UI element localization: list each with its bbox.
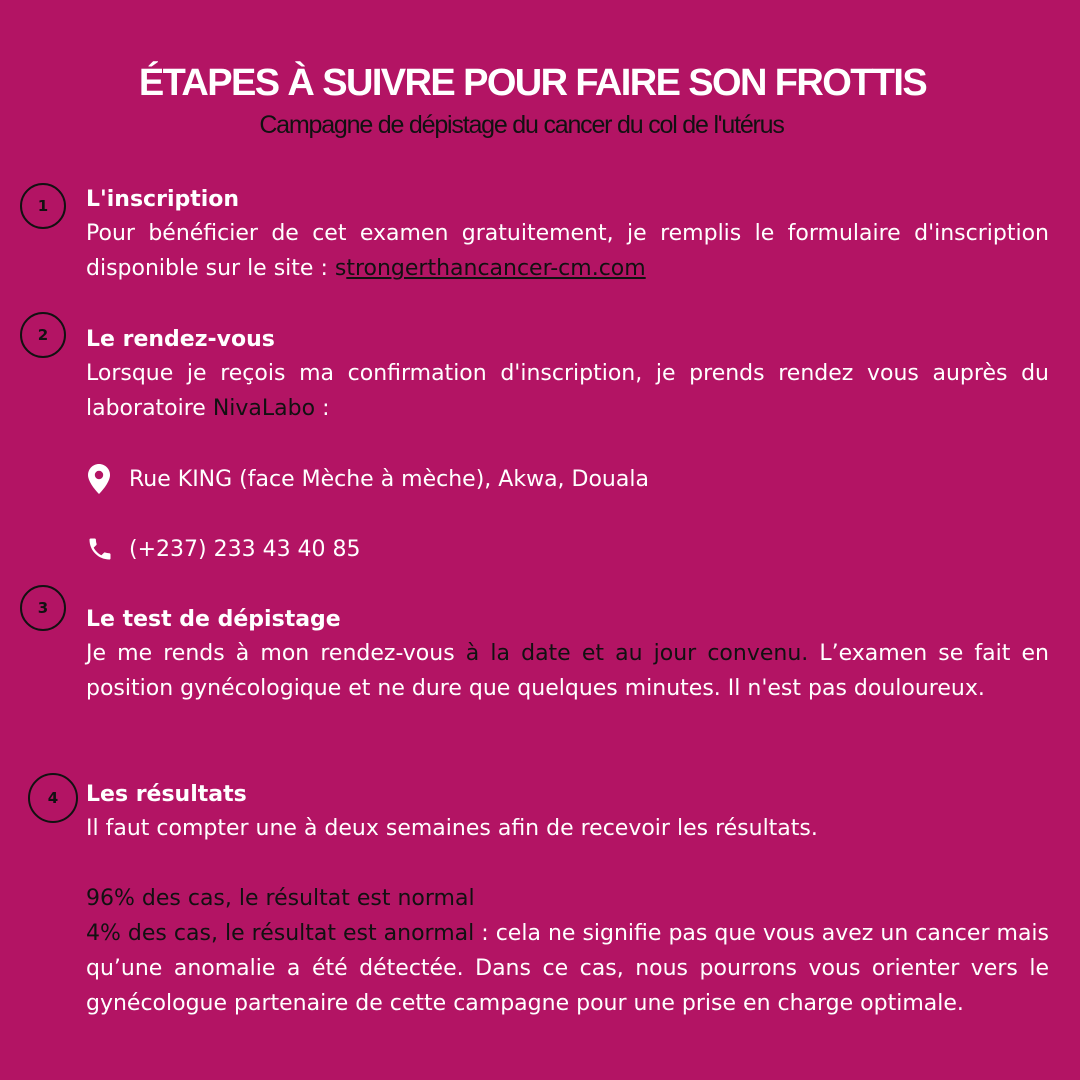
step-number-3: 3	[20, 585, 66, 631]
website-link[interactable]: trongerthancancer-cm.com	[346, 256, 646, 281]
step-text: Pour bénéficier de cet examen gratuitement, je remplis le formulaire d'inscription disponible sur le site : strongerthancancer-cm.com	[86, 221, 1049, 281]
phone-line	[86, 532, 986, 566]
normal-result-text: 96% des cas, le résultat est normal	[86, 886, 475, 911]
abnormal-result-text: 4% des cas, le résultat est anormal : cela ne signifie pas que vous avez un cancer mais qu’une anomalie a été détectée. Dans ce cas, nous pourrons vous orienter vers le gynécologue partenaire de cette campagne pour une prise en charge optimale.	[86, 921, 1049, 1016]
step-test-depistage	[86, 604, 1049, 706]
phone-icon	[86, 532, 116, 566]
step-title: Le rendez-vous	[86, 327, 275, 352]
location-pin-icon	[86, 462, 116, 496]
step-text: Lorsque je reçois ma confirmation d'inscription, je prends rendez vous auprès du laboratoire NivaLabo :	[86, 361, 1049, 421]
step-resultats	[86, 779, 1049, 1021]
page-title: ÉTAPES À SUIVRE POUR FAIRE SON FROTTIS	[138, 62, 927, 104]
step-title: L'inscription	[86, 187, 240, 212]
address-line	[86, 462, 986, 496]
step-number-2: 2	[20, 312, 66, 358]
step-title: Le test de dépistage	[86, 607, 341, 632]
step-text: Il faut compter une à deux semaines afin de recevoir les résultats.	[86, 816, 818, 841]
address-text: Rue KING (face Mèche à mèche), Akwa, Douala	[129, 466, 649, 492]
step-title: Les résultats	[86, 782, 247, 807]
page-subtitle: Campagne de dépistage du cancer du col de l'utérus	[259, 111, 784, 139]
step-rendez-vous	[86, 324, 1049, 426]
phone-number[interactable]: (+237) 233 43 40 85	[129, 536, 361, 562]
lab-name: NivaLabo	[212, 396, 316, 421]
step-number-1: 1	[20, 183, 66, 229]
step-number-4: 4	[28, 773, 78, 823]
step-inscription	[86, 184, 1049, 286]
step-text: Je me rends à mon rendez-vous à la date et au jour convenu. L’examen se fait en position gynécologique et ne dure que quelques minutes. Il n'est pas douloureux.	[86, 641, 1049, 701]
